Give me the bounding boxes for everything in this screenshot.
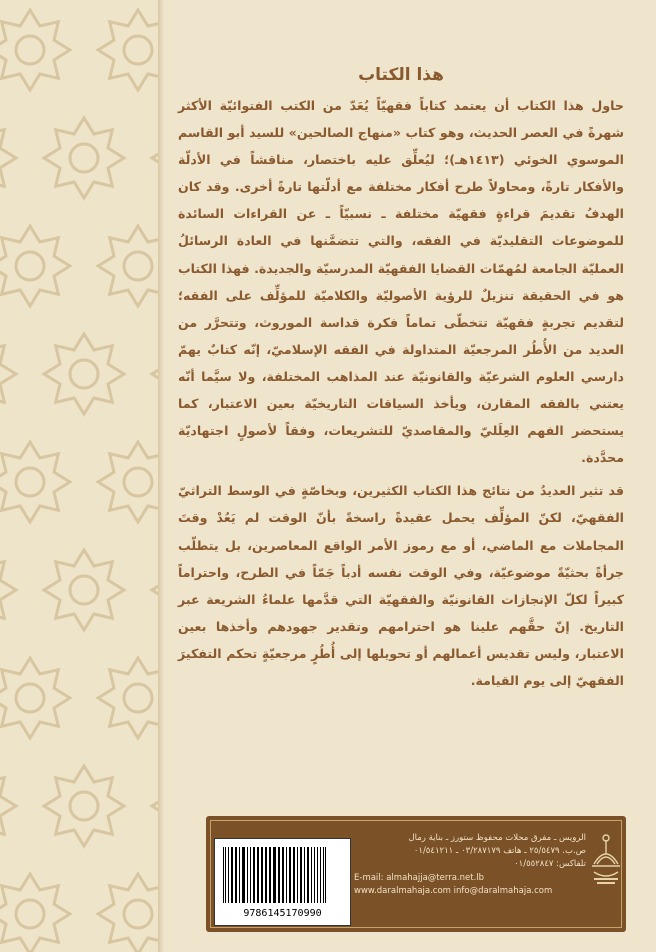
barcode-bar (273, 847, 276, 903)
publisher-fax: تلفاكس: ٠١/٥٥٢٨٤٧ (514, 859, 586, 869)
blurb-paragraph-2: قد تثير العديدُ من نتائج هذا الكتاب الكثيرين، وبخاصّةٍ في الوسط التراثيّ الفقهيّ، لكنّ المؤلِّف يحمل عقيدةً راسخةً بأنّ الوقت لم يَعُدْ وقتَ المجاملات مع الماضي، أو مع رموز الأمر الواقع المعاصرين، بل يتطلّب جرأةً بحثيّةً موضوعيّة، وفي الوقت نفسه أدباً جَمّاً في الطرح، واحتراماً كبيراً لكلّ الإنجازات القانونيّة والفقهيّة التي قدَّمها علماءُ الشريعة عبر التاريخ. إنّ حقَّهم علينا هو احترامهم وتقدير جهودهم وأخذها بعين الاعتبار، وليس تقديس أعمالهم أو تحويلها إلى أُطُرٍ مرجعيّةٍ تحكم التفكيرَ الفقهيّ إلى يوم القيامة. (178, 483, 624, 688)
barcode-bar (231, 847, 233, 903)
barcode-bar (265, 847, 267, 903)
pattern-tile (0, 226, 70, 306)
blurb-text-block (178, 62, 624, 700)
pattern-tile (0, 10, 70, 90)
publisher-logo-icon (588, 830, 624, 890)
blurb-paragraph-1: حاول هذا الكتاب أن يعتمد كتاباً فقهيّاً يُعَدّ من الكتب الفتوائيّة الأكثر شهرةً في العصر الحديث، وهو كتاب «منهاج الصالحين» للسيد أبو القاسم الموسوي الخوئي (١٤١٣هـ)؛ ليُعلِّق عليه باختصار، مناقشاً في الأدلّة والأفكار تارةً، ومحاولاً طرح أفكار مختلفة مع أدلّتها تارةً أخرى. وقد كان الهدفُ تقديمَ قراءةٍ فقهيّة مختلفة ـ نسبيّاً ـ عن القراءات السائدة للموضوعات التقليديّة في الفقه، والتي تتضمَّنها في العادة الرسائلُ العمليّة الجامعة لمُهمّات القضايا الفقهيّة المدرسيّة والجديدة. فهذا الكتاب هو في الحقيقة تنزيلٌ للرؤية الأصوليّة والكلاميّة للمؤلِّف على الفقه؛ لتقديم تجربةٍ فقهيّة تتخطّى تماماً فكرة قداسة الموروث، وتتحرَّر من العديد من الأُطُر المرجعيّة المتداولة في الفقه الإسلاميّ، إنّه كتابٌ يهمّ دارسي العلوم الشرعيّة والقانونيّة عند المذاهب المختلفة، ولا سيَّما أنّه يعتني بالفقه المقارن، ويأخذ السياقات التاريخيّة بعين الاعتبار، كما يستحضر الفهم العِلَليّ والمقاصديّ للتشريعات، وفقاً لأصولٍ اجتهاديّة محدَّدة. (178, 98, 624, 466)
barcode-bar (225, 847, 226, 903)
decorative-pattern-band (0, 0, 160, 952)
barcode-bar (304, 847, 305, 903)
pattern-tile (98, 442, 160, 522)
isbn-barcode (214, 838, 351, 926)
barcode-bar (282, 847, 284, 903)
barcode-bar (278, 847, 280, 903)
publisher-phone: ص.ب. ٢٥/٥٤٧٩ ـ هاتف ٠٣/٢٨٧١٧٩ ـ ٠١/٥٤١٢١١ (413, 846, 586, 856)
barcode-bar (228, 847, 229, 903)
barcode-bar (286, 847, 287, 903)
islamic-geometric-pattern (0, 0, 160, 952)
barcode-bar (261, 847, 263, 903)
barcode-bar (320, 847, 321, 903)
blurb-title: هذا الكتاب (358, 65, 444, 85)
barcode-bar (247, 847, 248, 903)
barcode-bar (293, 847, 295, 903)
barcode-bar (314, 847, 315, 903)
pattern-tile (0, 442, 70, 522)
barcode-bar (297, 847, 298, 903)
barcode-bar (311, 847, 312, 903)
pattern-tile (0, 334, 16, 414)
publisher-address: الرويس ـ مفرق محلات محفوظ ستورز ـ بناية رمال (408, 833, 586, 843)
pattern-tile (0, 550, 16, 630)
barcode-bar (300, 847, 302, 903)
barcode-bar (269, 847, 271, 903)
pattern-tile (44, 118, 124, 198)
barcode-bars (221, 847, 344, 903)
barcode-bar (235, 847, 237, 903)
barcode-bar (257, 847, 259, 903)
barcode-bar (242, 847, 245, 903)
publisher-website: www.daralmahaja.com info@daralmahaja.com (354, 886, 553, 896)
barcode-bar (325, 847, 326, 903)
pattern-tile (0, 766, 16, 846)
barcode-bar (250, 847, 251, 903)
barcode-bar (239, 847, 240, 903)
isbn-number: 9786145170990 (243, 908, 322, 919)
barcode-bar (223, 847, 224, 903)
pattern-tile (98, 10, 160, 90)
pattern-tile (98, 658, 160, 738)
pattern-tile (44, 766, 124, 846)
pattern-tile (0, 874, 70, 952)
pattern-tile (98, 874, 160, 952)
publisher-email: E-mail: almahajja@terra.net.lb (354, 873, 485, 883)
pattern-tile (98, 226, 160, 306)
pattern-tile (0, 118, 16, 198)
barcode-bar (253, 847, 255, 903)
barcode-bar (323, 847, 324, 903)
pattern-tile (44, 334, 124, 414)
pattern-tile (44, 550, 124, 630)
barcode-bar (289, 847, 291, 903)
pattern-tile (0, 658, 70, 738)
pattern-band-edge (158, 0, 164, 952)
barcode-bar (317, 847, 318, 903)
barcode-bar (307, 847, 309, 903)
